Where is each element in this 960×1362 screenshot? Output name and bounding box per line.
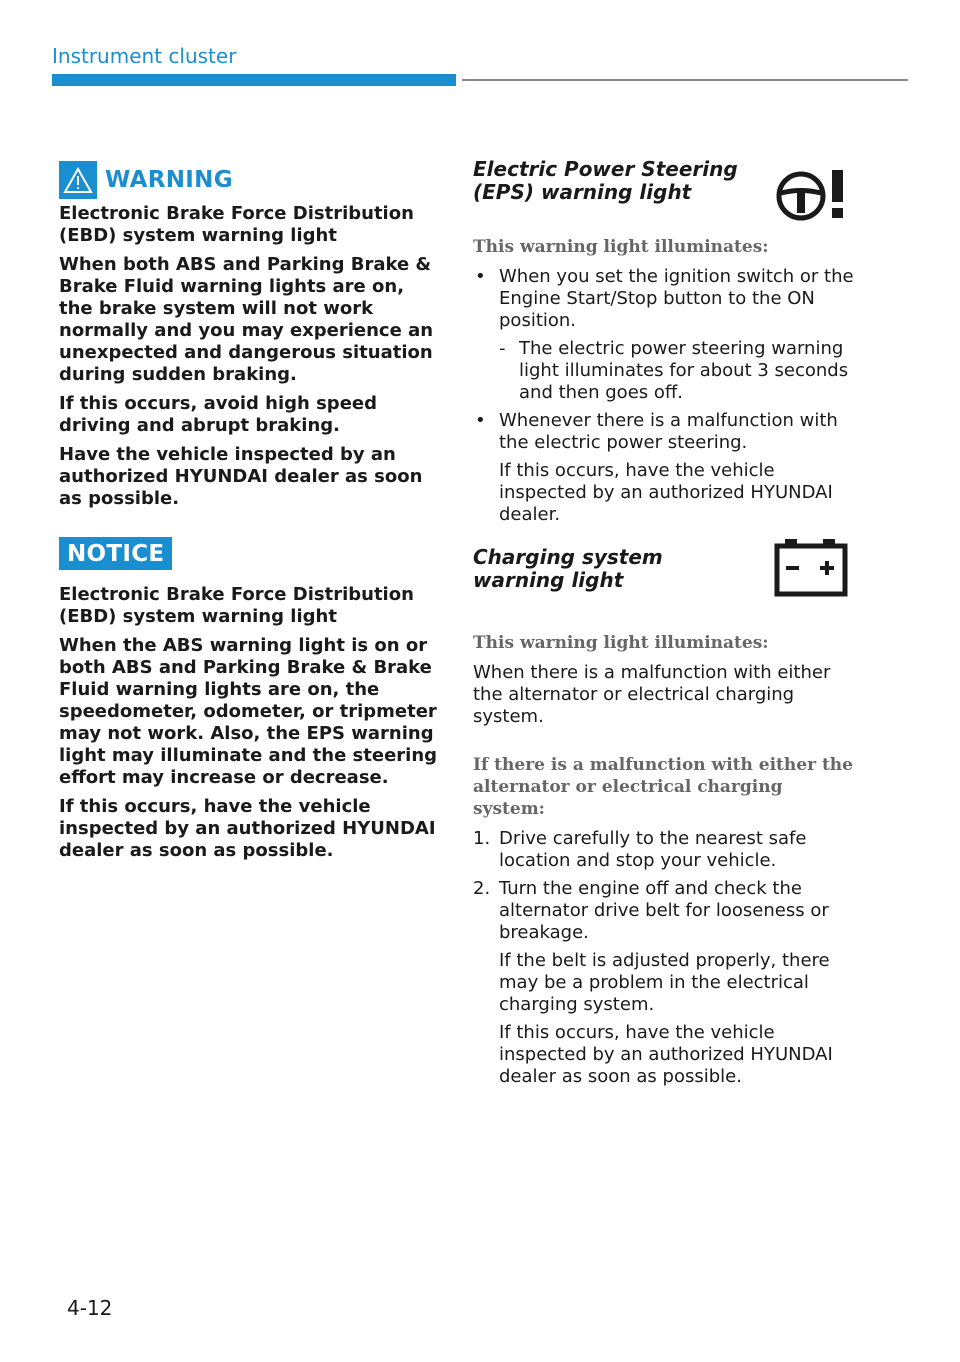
battery-icon [773, 539, 849, 597]
notice-paragraph: Electronic Brake Force Distribution (EBD) system warning light [59, 584, 414, 627]
warning-header [59, 160, 439, 200]
list-item-note: If this occurs, have the vehicle inspected by an authorized HYUNDAI dealer as soon as possible. [499, 1022, 833, 1087]
header-rule-accent [52, 74, 456, 86]
page-number: 4-12 [67, 1296, 113, 1320]
bullet-marker: • [475, 266, 486, 287]
charging-subhead: This warning light illuminates: [473, 633, 769, 653]
eps-subhead: This warning light illuminates: [473, 237, 769, 257]
step-number: 2. [473, 878, 491, 899]
right-column [473, 158, 858, 1088]
left-column [59, 160, 439, 869]
warning-title: WARNING [105, 167, 233, 193]
list-item-text: When you set the ignition switch or the Engine Start/Stop button to the ON position. [499, 266, 854, 331]
charging-section [473, 546, 858, 1088]
charging-subhead-malfunction: If there is a malfunction with either the alternator or electrical charging system: [473, 755, 853, 819]
charging-header [473, 546, 858, 592]
list-item-text: Turn the engine off and check the alternator drive belt for looseness or breakage. [499, 878, 829, 943]
list-item [473, 410, 858, 454]
list-item-text: Drive carefully to the nearest safe location and stop your vehicle. [499, 828, 807, 871]
notice-badge: NOTICE [59, 537, 172, 570]
notice-paragraph: If this occurs, have the vehicle inspected by an authorized HYUNDAI dealer as soon as possible. [59, 796, 436, 861]
warning-paragraph: Have the vehicle inspected by an authorized HYUNDAI dealer as soon as possible. [59, 444, 423, 509]
eps-list [473, 266, 858, 526]
bullet-marker: • [475, 410, 486, 431]
notice-body [59, 584, 439, 862]
dash-marker: - [499, 338, 506, 359]
header-rule [462, 79, 908, 81]
list-item [473, 878, 858, 944]
list-item-note: If this occurs, have the vehicle inspected by an authorized HYUNDAI dealer. [499, 460, 833, 525]
charging-steps [473, 828, 858, 1088]
steering-warning-icon [773, 166, 855, 222]
list-item-note: If the belt is adjusted properly, there may be a problem in the electrical charging system. [499, 950, 830, 1015]
section-label: Instrument cluster [52, 44, 237, 68]
warning-paragraph: If this occurs, avoid high speed driving and abrupt braking. [59, 393, 377, 436]
list-item [473, 828, 858, 872]
warning-paragraph: Electronic Brake Force Distribution (EBD) system warning light [59, 203, 414, 246]
eps-title: Electric Power Steering (EPS) warning light [473, 157, 738, 204]
sub-list-item [473, 338, 858, 404]
step-number: 1. [473, 828, 491, 849]
charging-title: Charging system warning light [473, 545, 663, 592]
notice-paragraph: When the ABS warning light is on or both ABS and Parking Brake & Brake Fluid warning lights are on, the speedometer, odometer, or tripmeter may not work. Also, the EPS warning light may illuminate and the steering effort may increase or decrease. [59, 635, 438, 788]
list-item [473, 266, 858, 332]
warning-triangle-icon [59, 161, 97, 199]
sub-list-item-text: The electric power steering warning light illuminates for about 3 seconds and then goes off. [519, 338, 849, 403]
warning-paragraph: When both ABS and Parking Brake & Brake Fluid warning lights are on, the brake system will not work normally and you may experience an unexpected and dangerous situation during sudden braking. [59, 254, 434, 385]
warning-body [59, 203, 439, 510]
charging-description: When there is a malfunction with either the alternator or electrical charging system. [473, 662, 831, 727]
eps-section [473, 158, 858, 526]
eps-header [473, 158, 858, 204]
list-item-text: Whenever there is a malfunction with the electric power steering. [499, 410, 838, 453]
